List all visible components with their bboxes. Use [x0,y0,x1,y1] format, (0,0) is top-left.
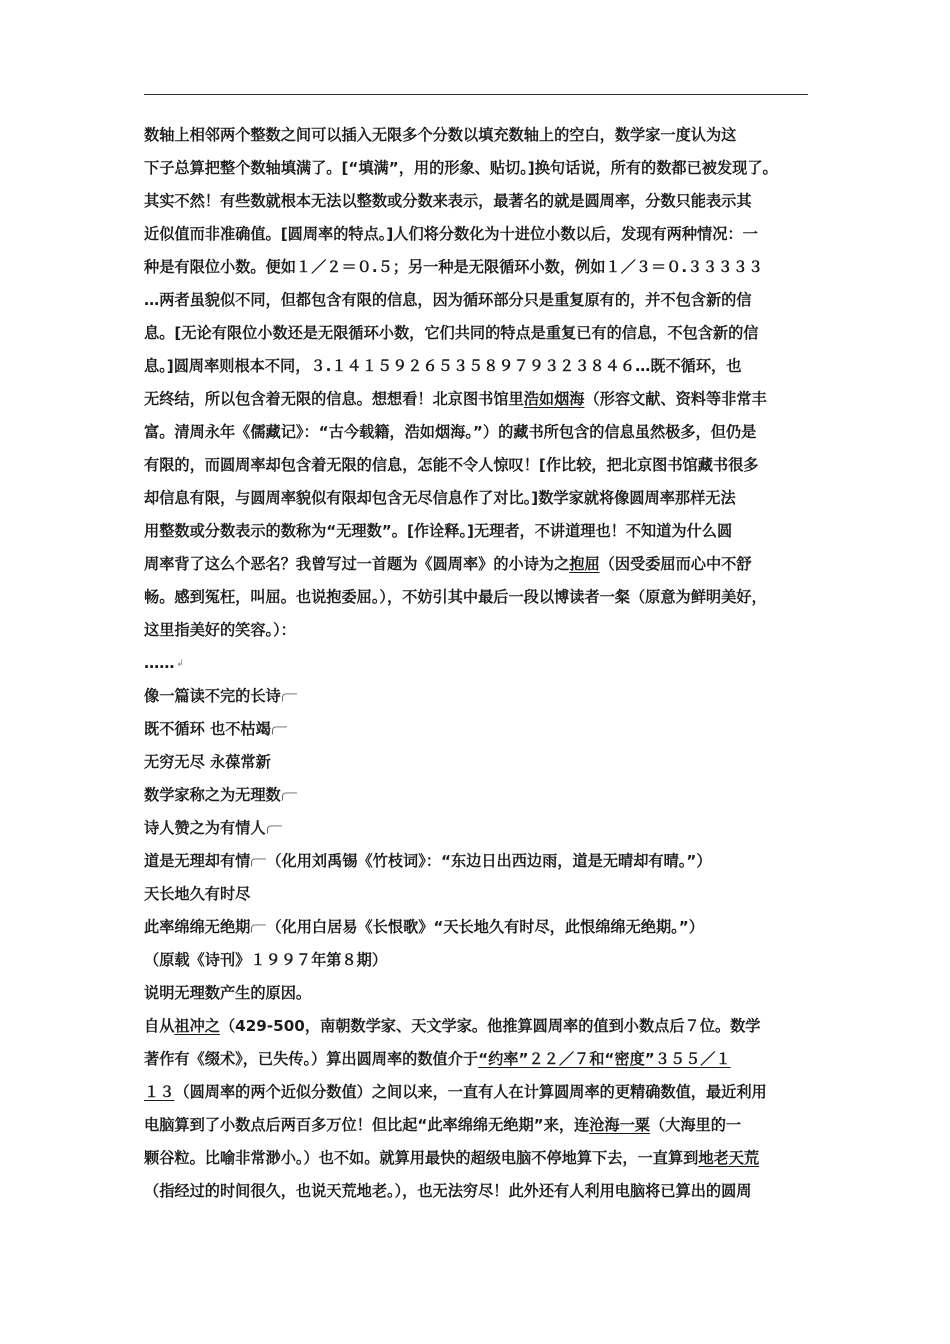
poem-source: （原载《诗刊》１９９７年第８期） [144,951,387,969]
text-line: 种是有限位小数。便如１／２＝０.５；另一种是无限循环小数，例如１／３＝０.３３３３３ [144,258,764,276]
text-line: 电脑算到了小数点后两百多万位！但比起“此率绵绵无绝期”来，连沧海一粟（大海里的一 [144,1116,742,1134]
underlined-term: 浩如烟海 [523,390,585,408]
text-line: （指经过的时间很久，也说天荒地老。），也无法穷尽！此外还有人利用电脑将已算出的圆周 [144,1182,752,1200]
poem-line: 既不循环 也不枯竭 [144,719,287,739]
line-break-mark-icon [251,858,266,866]
return-mark-icon: ↲ [176,659,184,669]
underlined-term: 祖冲之 [174,1017,220,1035]
poem-line: 天长地久有时尽 [144,885,251,903]
poem-line: 此率绵绵无绝期 （化用白居易《长恨歌》“天长地久有时尽，此恨绵绵无绝期。”） [144,918,704,936]
text-line: 却信息有限，与圆周率貌似有限却包含无尽信息作了对比。]数学家就将像圆周率那样无法 [144,489,736,507]
text-line: 畅。感到冤枉，叫屈。也说抱委屈。），不妨引其中最后一段以博读者一粲（原意为鲜明美好， [144,588,767,606]
text-line: 用整数或分数表示的数称为“无理数”。[作诠释。]无理者，不讲道理也！不知道为什么圆 [144,522,733,540]
text-line: 息。]圆周率则根本不同，３.１４１５９２６５３５８９７９３２３８４６…既不循环，也 [144,357,742,375]
text-line: １３（圆周率的两个近似分数值）之间以来，一直有人在计算圆周率的更精确数值，最近利用 [144,1083,767,1101]
poem-line: 诗人赞之为有情人 [144,818,282,838]
underlined-term: １３ [144,1083,175,1101]
text-line: 著作有《缀术》，已失传。）算出圆周率的数值介于“约率”２２／７和“密度”３５５／１ [144,1050,731,1068]
text-line: 有限的，而圆周率却包含着无限的信息，怎能不令人惊叹！[作比较，把北京图书馆藏书很多 [144,456,759,474]
underlined-term: 地老天荒 [698,1149,760,1167]
text-line: 无终结，所以包含着无限的信息。想想看！北京图书馆里浩如烟海（形容文献、资料等非常丰 [144,390,767,408]
text-line: …两者虽貌似不同，但都包含有限的信息，因为循环部分只是重复原有的，并不包含新的信 [144,291,752,309]
text-line: 这里指美好的笑容。）： [144,621,296,639]
line-break-mark-icon [251,924,266,932]
text-line: 下子总算把整个数轴填满了。[“填满”，用的形象、贴切。]换句话说，所有的数都已被发现了。 [144,159,778,177]
underlined-term: 沧海一粟 [589,1116,650,1134]
line-break-mark-icon [282,693,297,701]
text-line: 颗谷粒。比喻非常渺小。）也不如。就算用最快的超级电脑不停地算下去，一直算到地老天荒 [144,1149,760,1167]
underlined-term: “约率”２２／７和“密度”３５５／１ [478,1050,731,1068]
text-line: 息。[无论有限位小数还是无限循环小数，它们共同的特点是重复已有的信息，不包含新的信 [144,324,759,342]
line-break-mark-icon [267,825,282,833]
text-line: 其实不然！有些数就根本无法以整数或分数来表示，最著名的就是圆周率，分数只能表示其 [144,192,752,210]
text-line: 自从祖冲之（429-500，南朝数学家、天文学家。他推算圆周率的值到小数点后７位。数学 [144,1017,761,1035]
poem-line: 数学家称之为无理数 [144,785,297,805]
text-line: 富。清周永年《儒藏记》：“古今载籍，浩如烟海。”）的藏书所包含的信息虽然极多，但仍是 [144,423,757,441]
poem-line: 像一篇读不完的长诗 [144,686,297,706]
section-question: 说明无理数产生的原因。 [144,984,312,1002]
text-line: 周率背了这么个恶名？我曾写过一首题为《圆周率》的小诗为之抱屈（因受委屈而心中不舒 [144,555,752,573]
poem-line: 道是无理却有情 （化用刘禹锡《竹枝词》：“东边日出西边雨，道是无晴却有晴。”） [144,852,712,870]
underlined-term: 抱屈 [569,555,600,573]
text-line: 数轴上相邻两个整数之间可以插入无限多个分数以填充数轴上的空白，数学家一度认为这 [144,126,737,144]
line-break-mark-icon [282,792,297,800]
text-line: 近似值而非准确值。[圆周率的特点。]人们将分数化为十进位小数以后，发现有两种情况：一 [144,225,758,243]
header-rule [144,94,808,95]
poem-line: 无穷无尽 永葆常新 [144,753,271,771]
line-break-mark-icon [272,726,287,734]
poem-ellipsis: …… ↲ [144,654,184,672]
